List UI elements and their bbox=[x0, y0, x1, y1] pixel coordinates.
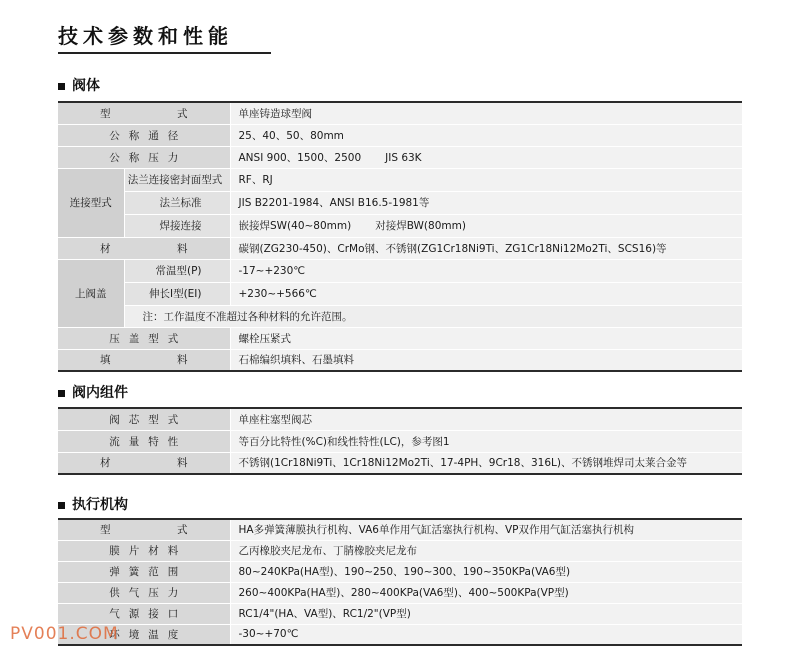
table-row bbox=[58, 305, 742, 327]
table-row bbox=[58, 237, 742, 259]
row-value: 单座柱塞型阀芯 bbox=[230, 408, 742, 430]
row-value: 碳钢(ZG230-450)、CrMo钢、不锈钢(ZG1Cr18Ni9Ti、ZG1Cr18Ni12Mo2Ti、SCS16)等 bbox=[230, 237, 742, 259]
row-label: 法兰标准 bbox=[124, 191, 230, 214]
row-label: 压盖型式 bbox=[58, 327, 230, 349]
row-label: 材 料 bbox=[58, 452, 230, 474]
row-label: 焊接连接 bbox=[124, 214, 230, 237]
row-value: 乙丙橡胶夹尼龙布、丁腈橡胶夹尼龙布 bbox=[230, 540, 742, 561]
row-value: 25、40、50、80mm bbox=[230, 124, 742, 146]
row-label: 型 式 bbox=[58, 519, 230, 540]
table-row bbox=[58, 408, 742, 430]
row-label: 供气压力 bbox=[58, 582, 230, 603]
row-label: 型 式 bbox=[58, 102, 230, 124]
row-value: 80~240KPa(HA型)、190~250、190~300、190~350KPa(VA6型) bbox=[230, 561, 742, 582]
row-label: 填 料 bbox=[58, 349, 230, 371]
row-value: 不锈钢(1Cr18Ni9Ti、1Cr18Ni12Mo2Ti、17-4PH、9Cr18、316L)、不锈钢堆焊司太莱合金等 bbox=[230, 452, 742, 474]
table-row bbox=[58, 540, 742, 561]
table-row bbox=[58, 259, 742, 282]
table-row bbox=[58, 282, 742, 305]
table-row bbox=[58, 349, 742, 371]
row-label: 法兰连接密封面型式 bbox=[124, 168, 230, 191]
table-row bbox=[58, 561, 742, 582]
watermark: PV001.COM bbox=[10, 624, 119, 644]
table-row bbox=[58, 624, 742, 645]
table-row bbox=[58, 327, 742, 349]
row-value: 等百分比特性(%C)和线性特性(LC)，参考图1 bbox=[230, 430, 742, 452]
row-value: 260~400KPa(HA型)、280~400KPa(VA6型)、400~500KPa(VP型) bbox=[230, 582, 742, 603]
row-value bbox=[230, 214, 742, 237]
note-text: 注：工作温度不准超过各种材料的允许范围。 bbox=[124, 305, 742, 327]
section-heading-text: 执行机构 bbox=[72, 497, 128, 513]
row-value: -17~+230℃ bbox=[230, 259, 742, 282]
trim-table bbox=[58, 407, 742, 475]
table-row bbox=[58, 452, 742, 474]
section-heading-valve-body bbox=[58, 77, 100, 95]
bullet-square-icon bbox=[58, 502, 65, 509]
actuator-table bbox=[58, 518, 742, 646]
table-row bbox=[58, 214, 742, 237]
row-label: 气源接口 bbox=[58, 603, 230, 624]
section-heading-text: 阀体 bbox=[72, 78, 100, 94]
table-row bbox=[58, 124, 742, 146]
row-value: 单座铸造球型阀 bbox=[230, 102, 742, 124]
table-row bbox=[58, 102, 742, 124]
title-underline bbox=[58, 52, 271, 54]
row-value: RF、RJ bbox=[230, 168, 742, 191]
row-label: 膜片材料 bbox=[58, 540, 230, 561]
row-value: HA多弹簧薄膜执行机构、VA6单作用气缸活塞执行机构、VP双作用气缸活塞执行机构 bbox=[230, 519, 742, 540]
valve-body-table bbox=[58, 101, 742, 372]
page-title: 技术参数和性能 bbox=[58, 24, 233, 48]
value-part: 对接焊BW(80mm) bbox=[375, 220, 466, 232]
table-row bbox=[58, 603, 742, 624]
group-label: 连接型式 bbox=[58, 168, 124, 237]
row-value: -30~+70℃ bbox=[230, 624, 742, 645]
row-value bbox=[230, 146, 742, 168]
row-label: 公称压力 bbox=[58, 146, 230, 168]
table-row bbox=[58, 582, 742, 603]
section-heading-text: 阀内组件 bbox=[72, 385, 128, 401]
section-heading-actuator bbox=[58, 496, 128, 514]
table-row bbox=[58, 168, 742, 191]
row-value: 石棉编织填料、石墨填料 bbox=[230, 349, 742, 371]
row-label: 阀芯型式 bbox=[58, 408, 230, 430]
row-value: JIS B2201-1984、ANSI B16.5-1981等 bbox=[230, 191, 742, 214]
bullet-square-icon bbox=[58, 83, 65, 90]
table-row bbox=[58, 146, 742, 168]
row-value: +230~+566℃ bbox=[230, 282, 742, 305]
table-row bbox=[58, 430, 742, 452]
row-label: 材 料 bbox=[58, 237, 230, 259]
row-label: 环境温度 bbox=[58, 624, 230, 645]
table-row bbox=[58, 519, 742, 540]
row-value: 螺栓压紧式 bbox=[230, 327, 742, 349]
row-label: 流量特性 bbox=[58, 430, 230, 452]
section-heading-trim bbox=[58, 384, 128, 402]
row-label: 常温型(P) bbox=[124, 259, 230, 282]
row-label: 伸长Ⅰ型(EⅠ) bbox=[124, 282, 230, 305]
table-row bbox=[58, 191, 742, 214]
value-part: JIS 63K bbox=[385, 151, 422, 164]
group-label: 上阀盖 bbox=[58, 259, 124, 327]
row-label: 弹簧范围 bbox=[58, 561, 230, 582]
row-label: 公称通径 bbox=[58, 124, 230, 146]
bullet-square-icon bbox=[58, 390, 65, 397]
row-value: RC1/4"(HA、VA型)、RC1/2"(VP型) bbox=[230, 603, 742, 624]
value-part: 嵌接焊SW(40~80mm) bbox=[238, 220, 352, 232]
value-part: ANSI 900、1500、2500 bbox=[238, 151, 362, 164]
